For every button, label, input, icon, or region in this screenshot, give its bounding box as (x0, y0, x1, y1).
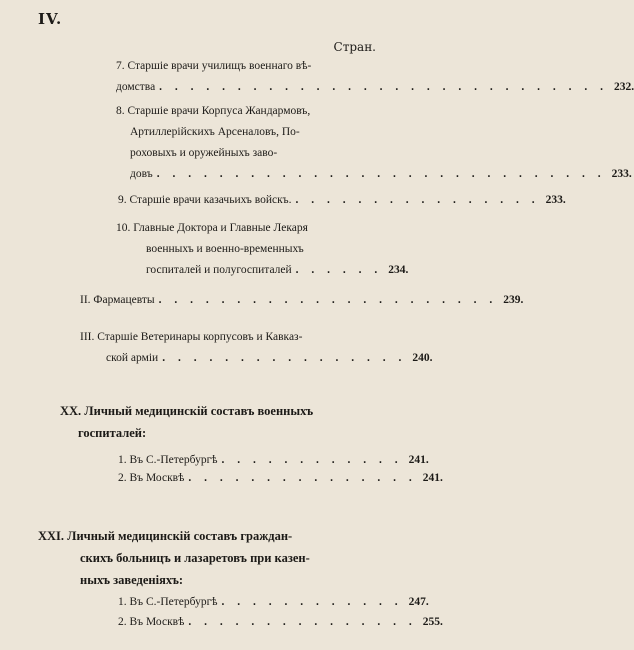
toc-entry-line: 8. Старшіе врачи Корпуса Жандармовъ, (116, 105, 311, 117)
toc-entry-text: 9. Старшіе врачи казачьихъ войскъ. (118, 194, 292, 206)
toc-page-ref: 255. (422, 616, 443, 628)
toc-page-ref: 232. (614, 81, 634, 93)
toc-entry-text: 2. Въ Москвѣ (118, 616, 185, 628)
toc-entry-final-row (116, 77, 634, 98)
toc-entry-line: роховыхъ и оружейныхъ заво- (130, 147, 278, 159)
leader-dots: . . . . . . . . . . . . (221, 596, 403, 608)
toc-entry-final-row (80, 348, 433, 369)
toc-entry-text: довъ (130, 168, 153, 180)
section-title-line: XX. Личный медицинскій составъ военныхъ (60, 404, 314, 418)
toc-page-ref: 247. (408, 596, 429, 608)
toc-entry (118, 592, 429, 613)
leader-dots: . . . . . . . . . . . . . . . . . . . . . . (158, 294, 498, 306)
page-column-header: Стран. (333, 40, 376, 54)
page-number: IV. (38, 10, 63, 28)
toc-entry-text: 2. Въ Москвѣ (118, 472, 185, 484)
toc-entry (116, 101, 632, 185)
leader-dots: . . . . . . . . . . . . . . . . (162, 352, 407, 364)
leader-dots: . . . . . . . . . . . . . . . . . . . . . . . . . . . . . (156, 168, 606, 180)
toc-entry-text: госпиталей и полугоспиталей (146, 264, 292, 276)
leader-dots: . . . . . . . . . . . . (221, 454, 403, 466)
leader-dots: . . . . . . . . . . . . . . . . . . . . . . . . . . . . . (159, 81, 609, 93)
toc-page-ref: 233. (611, 168, 632, 180)
toc-entry-final-row (118, 612, 443, 633)
toc-entry-text: домства (116, 81, 156, 93)
toc-section (60, 400, 376, 444)
toc-entry-final-row (80, 290, 524, 311)
toc-entry (116, 56, 634, 98)
toc-entry (118, 468, 443, 489)
toc-entry (80, 290, 524, 311)
toc-entry-final-row (118, 592, 429, 613)
toc-entry-text: ской арміи (106, 352, 159, 364)
section-title-line: госпиталей: (78, 426, 147, 440)
toc-entry-final-row (116, 260, 409, 281)
toc-entry-final-row (118, 190, 566, 211)
leader-dots: . . . . . . (295, 264, 383, 276)
leader-dots: . . . . . . . . . . . . . . . (188, 616, 417, 628)
toc-entry-line: 7. Старшіе врачи училищъ военнаго вѣ- (116, 60, 312, 72)
toc-entry (116, 218, 409, 281)
leader-dots: . . . . . . . . . . . . . . . (188, 472, 417, 484)
toc-page-ref: 234. (388, 264, 409, 276)
section-title-line: XXI. Личный медицинскій составъ граждан- (38, 529, 293, 543)
toc-page-ref: 233. (545, 194, 566, 206)
toc-entry-line: Артиллерійскихъ Арсеналовъ, По- (130, 126, 300, 138)
toc-entry-line: 10. Главные Доктора и Главные Лекаря (116, 222, 308, 234)
toc-entry-line: III. Старшіе Ветеринары корпусовъ и Кавказ- (80, 331, 303, 343)
toc-entry (80, 327, 433, 369)
toc-page-ref: 241. (408, 454, 429, 466)
leader-dots: . . . . . . . . . . . . . . . . (295, 194, 540, 206)
toc-entry-line: военныхъ и военно-временныхъ (146, 243, 304, 255)
toc-page-ref: 241. (422, 472, 443, 484)
toc-entry-final-row (118, 468, 443, 489)
toc-entry-text: 1. Въ С.-Петербургѣ (118, 596, 218, 608)
toc-entry-text: II. Фармацевты (80, 294, 155, 306)
toc-entry-text: 1. Въ С.-Петербургѣ (118, 454, 218, 466)
toc-section (38, 525, 376, 591)
toc-entry-final-row (116, 164, 632, 185)
section-title-line: скихъ больницъ и лазаретовъ при казен- (80, 551, 310, 565)
toc-entry (118, 612, 443, 633)
toc-page-ref: 240. (412, 352, 433, 364)
toc-entry (118, 190, 566, 211)
section-title-line: ныхъ заведеніяхъ: (80, 573, 184, 587)
toc-page-ref: 239. (503, 294, 524, 306)
